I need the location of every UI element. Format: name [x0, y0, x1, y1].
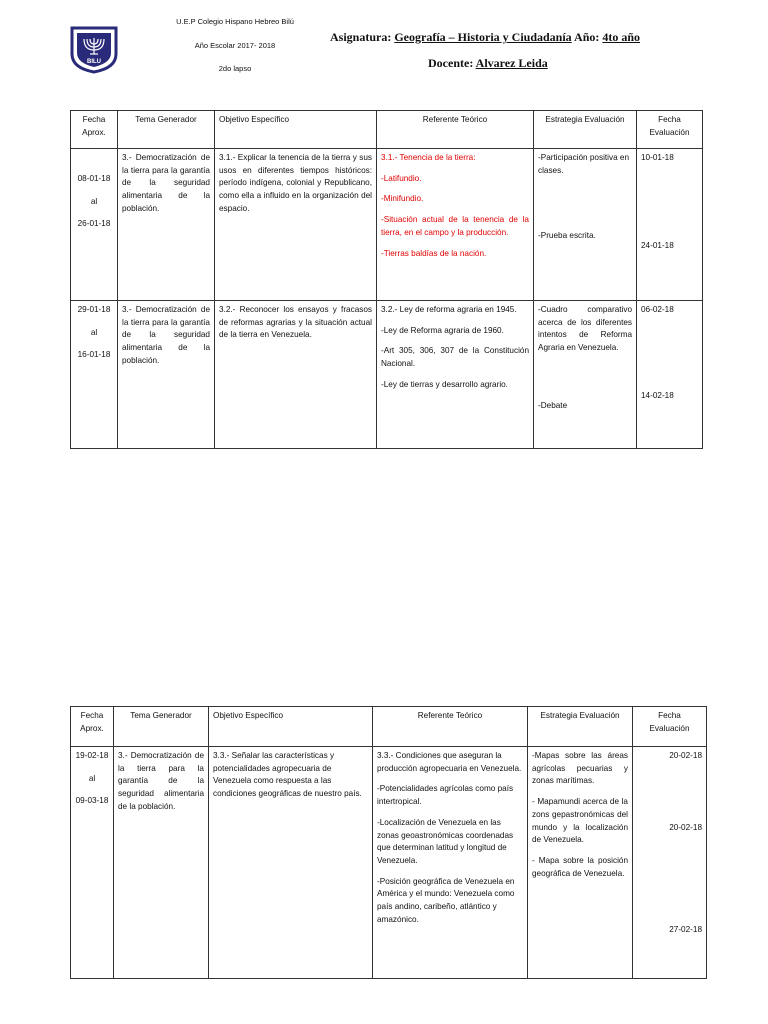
plan-table-bottom	[70, 706, 707, 979]
col-header-tema: Tema Generador	[114, 707, 209, 747]
school-logo	[68, 24, 120, 74]
table-row	[71, 747, 707, 979]
table-row	[71, 149, 703, 301]
subject-label: Asignatura:	[330, 30, 392, 44]
col-header-estrategia: Estrategia Evaluación	[534, 111, 637, 149]
subject-value: Geografía – Historia y Ciudadanía	[394, 30, 572, 44]
col-header-fecha-eval: Fecha Evaluación	[633, 707, 707, 747]
fecha-cell: 29-01-18 al 16-01-18	[71, 301, 118, 449]
plan-table-top	[70, 110, 703, 449]
fecha-eval-cell: 06-02-18 14-02-18	[637, 301, 703, 449]
tema-cell: 3.- Democratización de la tierra para la garantía de la seguridad alimentaria de la población.	[118, 301, 215, 449]
col-header-estrategia: Estrategia Evaluación	[528, 707, 633, 747]
col-header-tema: Tema Generador	[118, 111, 215, 149]
tema-cell: 3.- Democratización de la tierra para la garantía de la seguridad alimentaria de la población.	[118, 149, 215, 301]
term: 2do lapso	[218, 64, 252, 73]
table-row	[71, 301, 703, 449]
fecha-cell: 08-01-18 al 26-01-18	[71, 149, 118, 301]
year-label: Año:	[574, 30, 600, 44]
teacher-value: Alvarez Leida	[475, 56, 548, 70]
year-value: 4to año	[602, 30, 641, 44]
col-header-referente: Referente Teórico	[377, 111, 534, 149]
school-name: U.E.P Colegio Hispano Hebreo Bilú	[176, 17, 294, 26]
subject-line	[330, 30, 640, 45]
col-header-fecha: Fecha Aprox.	[71, 111, 118, 149]
school-year: Año Escolar 2017- 2018	[194, 41, 276, 50]
col-header-objetivo: Objetivo Específico	[209, 707, 373, 747]
tema-cell: 3.- Democratización de la tierra para la garantía de la seguridad alimentaria de la población.	[114, 747, 209, 979]
table-header-row	[71, 111, 703, 149]
objetivo-cell: 3.1.- Explicar la tenencia de la tierra y sus usos en diferentes tiempos históricos: período indígena, colonial y Republicano, como ella a influido en la organización del espacio.	[215, 149, 377, 301]
svg-text:BILU: BILU	[87, 59, 101, 65]
fecha-eval-cell: 20-02-18 20-02-18 27-02-18	[633, 747, 707, 979]
teacher-label: Docente:	[428, 56, 474, 70]
col-header-referente: Referente Teórico	[373, 707, 528, 747]
estrategia-cell: -Cuadro comparativo acerca de los diferentes intentos de Reforma Agraria en Venezuela. -Debate	[534, 301, 637, 449]
referente-cell: 3.3.- Condiciones que aseguran la producción agropecuaria en Venezuela. -Potencialidades agrícolas como país intertropical. -Localización de Venezuela en las zonas geoastronómicas coordenadas que determinan latitud y longitud de Venezuela. -Posición geográfica de Venezuela en América y el mundo: Venezuela como país andino, caribeño, atlántico y amazónico.	[373, 747, 528, 979]
referente-cell: 3.1.- Tenencia de la tierra: -Latifundio. -Minifundio. -Situación actual de la tenencia de la tierra, en el campo y la producción. -Tierras baldías de la nación.	[377, 149, 534, 301]
estrategia-cell: -Mapas sobre las áreas agrícolas pecuarias y zonas marítimas. - Mapamundi acerca de la zons gepastronómicas del mundo y la localización de Venezuela. - Mapa sobre la posición geográfica de Venezuela.	[528, 747, 633, 979]
objetivo-cell: 3.2.- Reconocer los ensayos y fracasos de reformas agrarias y la situación actual de la tierra en Venezuela.	[215, 301, 377, 449]
col-header-objetivo: Objetivo Específico	[215, 111, 377, 149]
fecha-eval-cell: 10-01-18 24-01-18	[637, 149, 703, 301]
fecha-cell: 19-02-18 al 09-03-18	[71, 747, 114, 979]
teacher-line	[428, 56, 548, 71]
table-header-row	[71, 707, 707, 747]
col-header-fecha-eval: Fecha Evaluación	[637, 111, 703, 149]
objetivo-cell: 3.3.- Señalar las características y potencialidades agropecuaria de Venezuela como respuesta a las condiciones geográficas de nuestro país.	[209, 747, 373, 979]
col-header-fecha: Fecha Aprox.	[71, 707, 114, 747]
estrategia-cell: -Participación positiva en clases. -Prueba escrita.	[534, 149, 637, 301]
referente-cell: 3.2.- Ley de reforma agraria en 1945. -Ley de Reforma agraria de 1960. -Art 305, 306, 307 de la Constitución Nacional. -Ley de tierras y desarrollo agrario.	[377, 301, 534, 449]
